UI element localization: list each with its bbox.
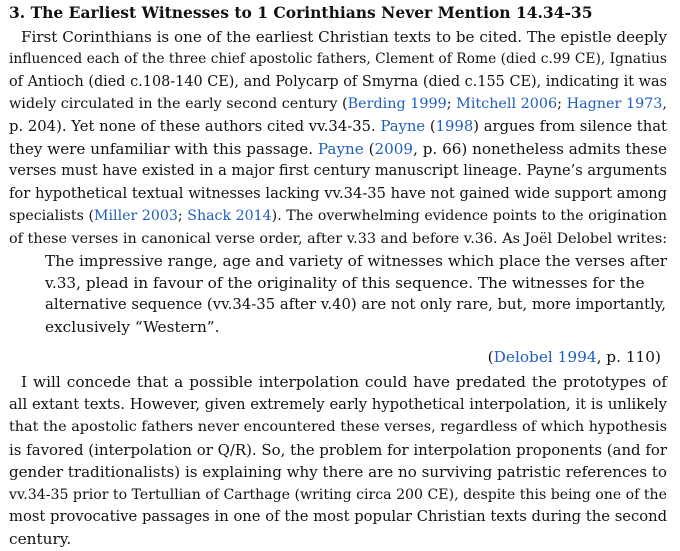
text-line: that the apostolic fathers never encountered these verses, regardless of which hypothesis <box>9 419 667 436</box>
text-line <box>9 116 667 138</box>
citation-link-delobel[interactable]: Delobel 1994 <box>493 348 597 367</box>
text-line: I will concede that a possible interpolation could have predated the prototypes of <box>21 373 667 392</box>
text-span: ) argues from silence that <box>473 117 667 135</box>
citation-link-berding[interactable]: Berding 1999 <box>347 96 447 113</box>
text-span: , p. 66) nonetheless admits these <box>413 140 667 159</box>
text-span: ( <box>425 117 436 135</box>
text-line: of Antioch (died c.108-140 CE), and Polycarp of Smyrna (died c.155 CE), indicating it was <box>9 73 667 90</box>
paragraph-2 <box>9 371 667 550</box>
text-line: vv.34-35 prior to Tertullian of Carthage (writing circa 200 CE), despite this being one of the <box>9 486 667 503</box>
citation-link-shack[interactable]: Shack 2014 <box>187 208 272 225</box>
text-line: verses must have existed in a major first century manuscript lineage. Payne’s arguments <box>9 162 667 180</box>
text-span: p. 204). Yet none of these authors cited vv.34-35. <box>9 117 381 135</box>
text-span: ( <box>363 140 375 159</box>
text-line: First Corinthians is one of the earliest Christian texts to be cited. The epistle deeply <box>21 28 667 46</box>
text-line: most provocative passages in one of the most popular Christian texts during the second <box>9 507 667 525</box>
text-line: for hypothetical textual witnesses lacking vv.34-35 have not gained wide support among <box>9 184 667 202</box>
paragraph-1 <box>9 26 667 250</box>
citation-link-payne-2009[interactable]: 2009 <box>374 140 414 159</box>
text-line: is favored (interpolation or Q/R). So, the problem for interpolation proponents (and for <box>9 440 667 459</box>
text-line <box>9 93 667 115</box>
text-line: of these verses in canonical verse order, after v.33 and before v.36. As Joël Delobel writes: <box>9 230 668 247</box>
text-span: , <box>662 96 667 113</box>
text-span: specialists ( <box>9 208 95 225</box>
citation-link-payne[interactable]: Payne <box>317 140 364 159</box>
text-span: ; <box>446 96 457 113</box>
text-span: ; <box>177 208 188 225</box>
text-line <box>9 138 667 160</box>
citation-link-payne[interactable]: Payne <box>380 117 426 135</box>
quote-attribution <box>45 346 667 368</box>
block-quote <box>9 250 667 368</box>
text-span: , p. 110) <box>596 348 661 367</box>
text-span: ; <box>557 96 567 113</box>
citation-link-hagner[interactable]: Hagner 1973 <box>566 96 663 113</box>
quote-line: v.33, plead in favour of the originality of this sequence. The witnesses for the <box>45 274 645 293</box>
text-span: widely circulated in the early second century ( <box>9 96 348 113</box>
quote-line: The impressive range, age and variety of witnesses which place the verses after <box>45 252 668 271</box>
quote-line: alternative sequence (vv.34-35 after v.40) are not only rare, but, more importantly, <box>45 296 666 314</box>
citation-link-mitchell[interactable]: Mitchell 2006 <box>456 96 558 113</box>
text-line: century. <box>9 530 72 549</box>
text-line: all extant texts. However, given extremely early hypothetical interpolation, it is unlikely <box>9 395 667 413</box>
quote-line: exclusively “Western”. <box>45 318 220 337</box>
citation-link-miller[interactable]: Miller 2003 <box>94 208 178 225</box>
document-page <box>9 0 667 551</box>
section-heading: 3. The Earliest Witnesses to 1 Corinthians Never Mention 14.34-35 <box>9 3 593 22</box>
text-line: gender traditionalists) is explaining why there are no surviving patristic references to <box>9 463 667 482</box>
citation-link-payne-1998[interactable]: 1998 <box>435 117 474 135</box>
text-line: influenced each of the three chief apostolic fathers, Clement of Rome (died c.99 CE), Ignatius <box>9 51 667 68</box>
text-span: ( <box>487 348 494 367</box>
text-line <box>9 205 667 227</box>
text-span: ). The overwhelming evidence points to the origination <box>271 208 667 225</box>
text-span: they were unfamiliar with this passage. <box>9 140 318 159</box>
